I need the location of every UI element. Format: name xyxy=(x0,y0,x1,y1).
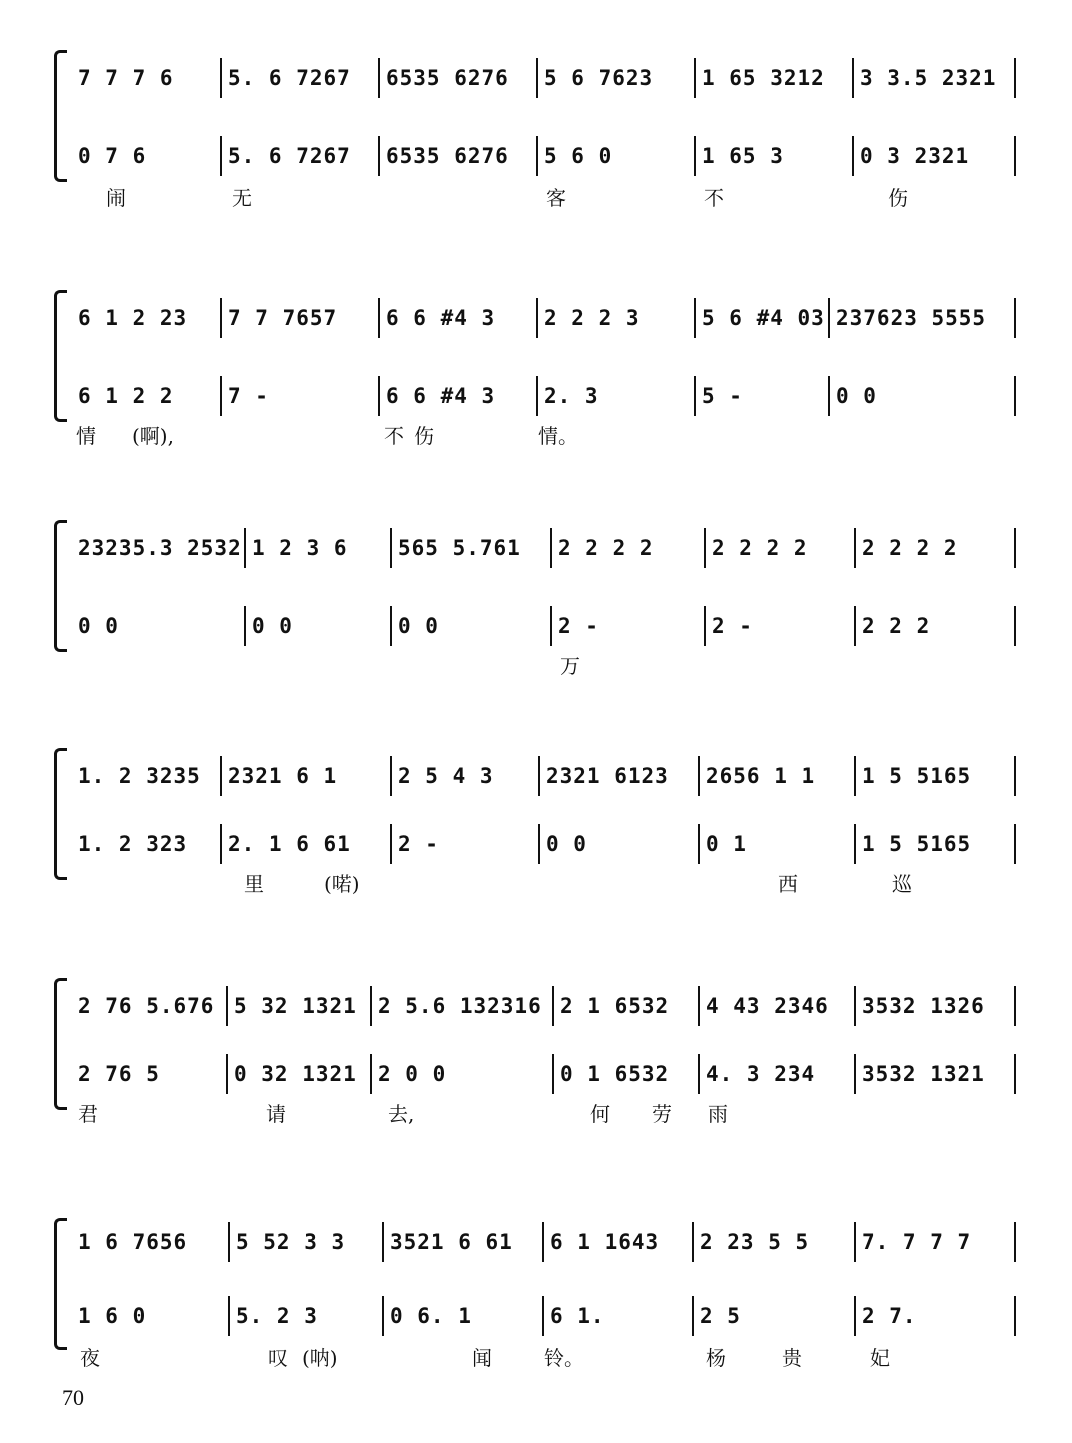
measure xyxy=(854,1296,1014,1336)
notes: 0 6. 1 xyxy=(390,1304,472,1328)
measure xyxy=(854,528,1014,568)
measure xyxy=(70,298,220,338)
lyric: 无 xyxy=(232,186,252,210)
lyrics-row xyxy=(70,1098,1018,1126)
notes: 0 32 1321 xyxy=(234,1062,357,1086)
measure xyxy=(854,756,1014,796)
lyric: 劳 xyxy=(652,1102,672,1126)
measure xyxy=(694,58,852,98)
lyric: (喏) xyxy=(324,872,360,896)
lyric: 去, xyxy=(388,1102,415,1126)
measure xyxy=(852,136,1010,176)
measure xyxy=(70,1054,226,1094)
notes: 7 - xyxy=(228,384,269,408)
measure xyxy=(70,1222,228,1262)
barline xyxy=(1014,756,1016,796)
notes: 0 7 6 xyxy=(78,144,147,168)
measure xyxy=(390,606,550,646)
measure xyxy=(552,986,698,1026)
lower-staff xyxy=(70,376,1018,416)
measure xyxy=(370,986,552,1026)
notes: 2 5 4 3 xyxy=(398,764,494,788)
notes: 237623 5555 xyxy=(836,306,987,330)
notes: 5 6 #4 03 xyxy=(702,306,825,330)
lyrics-row xyxy=(70,868,1018,896)
measure xyxy=(378,298,536,338)
notes: 0 3 2321 xyxy=(860,144,970,168)
notes: 2 2 2 xyxy=(862,614,931,638)
notes: 2656 1 1 xyxy=(706,764,816,788)
notes: 5 - xyxy=(702,384,743,408)
measure xyxy=(854,1222,1014,1262)
notes: 2 - xyxy=(712,614,753,638)
measure xyxy=(378,58,536,98)
measure xyxy=(698,756,854,796)
lyric: 妃 xyxy=(870,1346,890,1370)
lyric: (呐) xyxy=(302,1346,338,1370)
notes: 4 43 2346 xyxy=(706,994,829,1018)
lyric: 情。 xyxy=(538,424,578,448)
lyrics-row xyxy=(70,1342,1018,1370)
measure xyxy=(220,376,378,416)
measure xyxy=(704,528,854,568)
barline xyxy=(1014,298,1016,338)
measure xyxy=(244,528,390,568)
measure xyxy=(220,136,378,176)
measure xyxy=(70,58,220,98)
measure xyxy=(226,986,370,1026)
notes: 6 1 2 2 xyxy=(78,384,174,408)
notes: 5. 6 7267 xyxy=(228,144,351,168)
system-brace xyxy=(54,1218,67,1350)
notes: 1 6 7656 xyxy=(78,1230,188,1254)
measure xyxy=(538,756,698,796)
lyric: 不 xyxy=(384,424,404,448)
notes: 0 0 xyxy=(836,384,877,408)
measure xyxy=(704,606,854,646)
notes: 2 7. xyxy=(862,1304,917,1328)
lyrics-row xyxy=(70,182,1018,210)
notes: 1 2 3 6 xyxy=(252,536,348,560)
notes: 0 0 xyxy=(546,832,587,856)
notes: 3 3.5 2321 xyxy=(860,66,997,90)
measure xyxy=(536,136,694,176)
notes: 2. 1 6 61 xyxy=(228,832,351,856)
lyric: 请 xyxy=(266,1102,286,1126)
notes: 5 32 1321 xyxy=(234,994,357,1018)
notes: 0 0 xyxy=(398,614,439,638)
barline xyxy=(1014,1296,1016,1336)
system-brace xyxy=(54,290,67,422)
lyric: 杨 xyxy=(706,1346,726,1370)
notes: 0 0 xyxy=(252,614,293,638)
lyrics-row xyxy=(70,420,1018,448)
notes: 6 1 2 23 xyxy=(78,306,188,330)
notes: 4. 3 234 xyxy=(706,1062,816,1086)
notes: 7. 7 7 7 xyxy=(862,1230,972,1254)
measure xyxy=(390,528,550,568)
notes: 3532 1326 xyxy=(862,994,985,1018)
measure xyxy=(538,824,698,864)
measure xyxy=(382,1296,542,1336)
measure xyxy=(390,824,538,864)
barline xyxy=(1014,824,1016,864)
measure xyxy=(694,376,828,416)
upper-staff xyxy=(70,986,1018,1026)
page-number: 70 xyxy=(62,1385,84,1410)
measure xyxy=(378,136,536,176)
barline xyxy=(1014,376,1016,416)
measure xyxy=(692,1296,854,1336)
notes: 6 1. xyxy=(550,1304,605,1328)
notes: 0 1 xyxy=(706,832,747,856)
measure xyxy=(70,1296,228,1336)
measure xyxy=(828,376,1014,416)
measure xyxy=(694,136,852,176)
measure xyxy=(70,136,220,176)
notes: 1 65 3 xyxy=(702,144,784,168)
upper-staff xyxy=(70,1222,1018,1262)
measure xyxy=(536,298,694,338)
notes: 2. 3 xyxy=(544,384,599,408)
lower-staff xyxy=(70,136,1018,176)
measure xyxy=(226,1054,370,1094)
measure xyxy=(70,606,244,646)
notes: 2 5.6 132316 xyxy=(378,994,542,1018)
system-brace xyxy=(54,748,67,880)
notes: 1 6 0 xyxy=(78,1304,147,1328)
measure xyxy=(854,824,1014,864)
measure xyxy=(70,986,226,1026)
notes: 1 5 5165 xyxy=(862,832,972,856)
barline xyxy=(1014,136,1016,176)
measure xyxy=(370,1054,552,1094)
notes: 2 76 5.676 xyxy=(78,994,215,1018)
lyric: 巡 xyxy=(892,872,912,896)
measure xyxy=(70,756,220,796)
notes: 7 7 7657 xyxy=(228,306,338,330)
notes: 3532 1321 xyxy=(862,1062,985,1086)
measure xyxy=(698,986,854,1026)
notes: 2 2 2 3 xyxy=(544,306,640,330)
notes: 2 0 0 xyxy=(378,1062,447,1086)
notes: 7 7 7 6 xyxy=(78,66,174,90)
system-brace xyxy=(54,520,67,652)
barline xyxy=(1014,1222,1016,1262)
notes: 2 23 5 5 xyxy=(700,1230,810,1254)
measure xyxy=(70,528,244,568)
system-brace xyxy=(54,978,67,1110)
lyric: 伤 xyxy=(888,186,908,210)
notes: 3521 6 61 xyxy=(390,1230,513,1254)
notes: 23235.3 2532 xyxy=(78,536,242,560)
measure xyxy=(220,824,390,864)
upper-staff xyxy=(70,298,1018,338)
measure xyxy=(828,298,1014,338)
notes: 1 5 5165 xyxy=(862,764,972,788)
notes: 2 76 5 xyxy=(78,1062,160,1086)
lyric: 伤 xyxy=(414,424,434,448)
measure xyxy=(70,376,220,416)
measure xyxy=(382,1222,542,1262)
measure xyxy=(536,58,694,98)
notes: 1. 2 3235 xyxy=(78,764,201,788)
lyric: 何 xyxy=(590,1102,610,1126)
system-brace xyxy=(54,50,67,182)
barline xyxy=(1014,528,1016,568)
notes: 5 52 3 3 xyxy=(236,1230,346,1254)
notes: 0 1 6532 xyxy=(560,1062,670,1086)
measure xyxy=(698,1054,854,1094)
lyric: 贵 xyxy=(782,1346,802,1370)
lyric: 里 xyxy=(244,872,264,896)
lower-staff xyxy=(70,606,1018,646)
notes: 2 5 xyxy=(700,1304,741,1328)
barline xyxy=(1014,606,1016,646)
lyric: 雨 xyxy=(708,1102,728,1126)
lower-staff xyxy=(70,1296,1018,1336)
measure xyxy=(220,58,378,98)
lyric: 不 xyxy=(704,186,724,210)
measure xyxy=(854,986,1014,1026)
upper-staff xyxy=(70,528,1018,568)
notes: 1. 2 323 xyxy=(78,832,188,856)
measure xyxy=(70,824,220,864)
notes: 2 1 6532 xyxy=(560,994,670,1018)
lyric: 铃。 xyxy=(544,1346,584,1370)
measure xyxy=(550,606,704,646)
measure xyxy=(852,58,1010,98)
notes: 2 2 2 2 xyxy=(558,536,654,560)
notes: 6 6 #4 3 xyxy=(386,384,496,408)
notes: 5 6 7623 xyxy=(544,66,654,90)
measure xyxy=(698,824,854,864)
notes: 6535 6276 xyxy=(386,144,509,168)
notes: 0 0 xyxy=(78,614,119,638)
notes: 2 2 2 2 xyxy=(712,536,808,560)
measure xyxy=(378,376,536,416)
notes: 2321 6123 xyxy=(546,764,669,788)
measure xyxy=(692,1222,854,1262)
lyric: 情 xyxy=(76,424,96,448)
notes: 2 - xyxy=(558,614,599,638)
measure xyxy=(220,298,378,338)
measure xyxy=(220,756,390,796)
lyric: 夜 xyxy=(80,1346,100,1370)
measure xyxy=(542,1222,692,1262)
measure xyxy=(694,298,828,338)
measure xyxy=(542,1296,692,1336)
notes: 2321 6 1 xyxy=(228,764,338,788)
lyric: 闹 xyxy=(106,186,126,210)
upper-staff xyxy=(70,756,1018,796)
notes: 1 65 3212 xyxy=(702,66,825,90)
lower-staff xyxy=(70,1054,1018,1094)
notes: 5. 6 7267 xyxy=(228,66,351,90)
lyric: 闻 xyxy=(472,1346,492,1370)
barline xyxy=(1014,1054,1016,1094)
notes: 5. 2 3 xyxy=(236,1304,318,1328)
barline xyxy=(1014,986,1016,1026)
measure xyxy=(228,1296,382,1336)
measure xyxy=(854,1054,1014,1094)
notes: 2 - xyxy=(398,832,439,856)
lyric: 万 xyxy=(560,654,580,678)
notes: 2 2 2 2 xyxy=(862,536,958,560)
lyric: 客 xyxy=(546,186,566,210)
notes: 5 6 0 xyxy=(544,144,613,168)
measure xyxy=(536,376,694,416)
lyric: 君 xyxy=(78,1102,98,1126)
barline xyxy=(1014,58,1016,98)
lower-staff xyxy=(70,824,1018,864)
measure xyxy=(550,528,704,568)
lyrics-row xyxy=(70,650,1018,678)
notes: 6535 6276 xyxy=(386,66,509,90)
lyric: 西 xyxy=(778,872,798,896)
notes: 565 5.761 xyxy=(398,536,521,560)
notes: 6 1 1643 xyxy=(550,1230,660,1254)
measure xyxy=(228,1222,382,1262)
notes: 6 6 #4 3 xyxy=(386,306,496,330)
upper-staff xyxy=(70,58,1018,98)
measure xyxy=(390,756,538,796)
lyric: (啊), xyxy=(132,424,174,448)
measure xyxy=(552,1054,698,1094)
measure xyxy=(854,606,1014,646)
measure xyxy=(244,606,390,646)
lyric: 叹 xyxy=(268,1346,288,1370)
